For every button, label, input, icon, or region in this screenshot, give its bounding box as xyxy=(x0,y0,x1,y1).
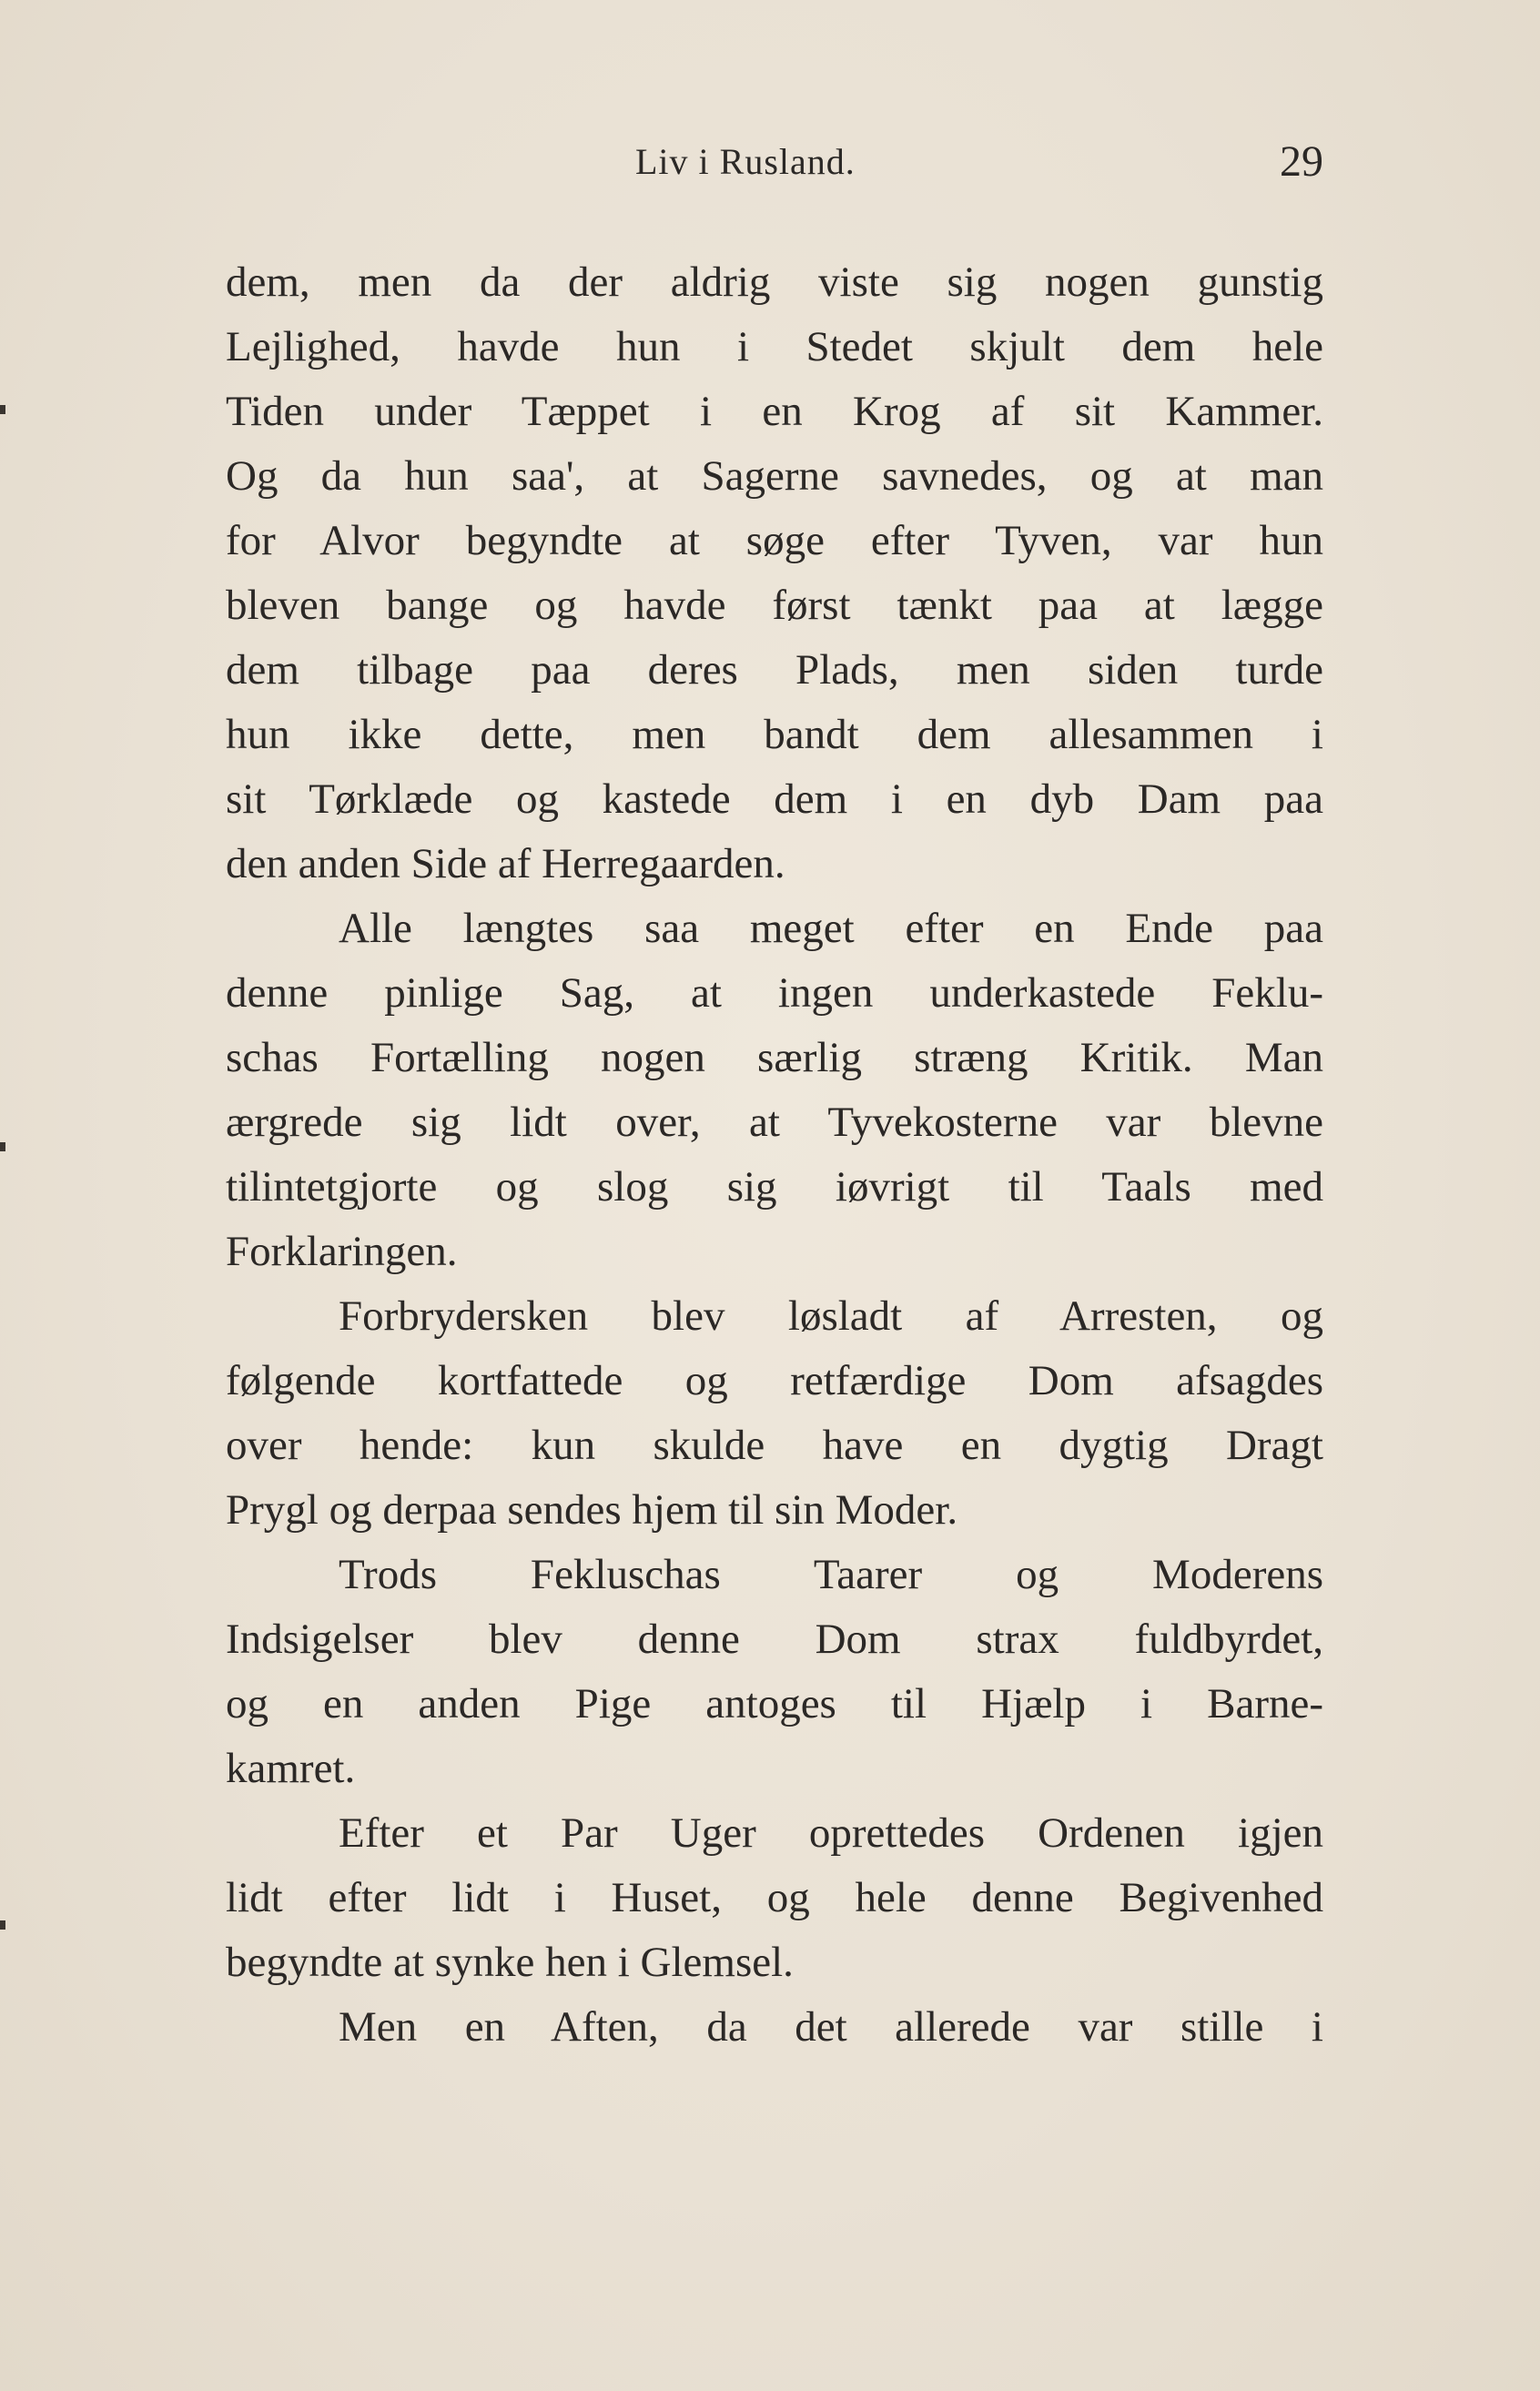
page-edge-mark xyxy=(0,1142,5,1151)
text-line: kamret. xyxy=(226,1745,356,1792)
text-line: begyndte at synke hen i Glemsel. xyxy=(226,1939,794,1986)
page-number: 29 xyxy=(1280,137,1323,186)
text-line: Tiden under Tæppet i en Krog af sit Kammer. xyxy=(226,388,1323,435)
text-line: Lejlighed, havde hun i Stedet skjult dem hele xyxy=(226,323,1323,370)
text-line: sit Tørklæde og kastede dem i en dyb Dam paa xyxy=(226,775,1323,823)
body-text xyxy=(226,250,1323,2060)
page-edge-mark xyxy=(0,1920,5,1930)
text-line: Prygl og derpaa sendes hjem til sin Moder. xyxy=(226,1486,958,1534)
text-line: og en anden Pige antoges til Hjælp i Barne- xyxy=(226,1680,1323,1727)
running-head xyxy=(226,135,1323,189)
text-line: denne pinlige Sag, at ingen underkastede Feklu- xyxy=(226,969,1323,1017)
text-line: over hende: kun skulde have en dygtig Dragt xyxy=(226,1422,1323,1469)
text-line: Trods Fekluschas Taarer og Moderens xyxy=(339,1551,1323,1598)
text-line: Alle længtes saa meget efter en Ende paa xyxy=(339,905,1323,952)
text-line: Og da hun saa', at Sagerne savnedes, og at man xyxy=(226,452,1323,500)
text-line: den anden Side af Herregaarden. xyxy=(226,840,785,887)
text-line: Efter et Par Uger oprettedes Ordenen igjen xyxy=(339,1809,1323,1857)
text-line: for Alvor begyndte at søge efter Tyven, var hun xyxy=(226,517,1323,564)
text-line: ærgrede sig lidt over, at Tyvekosterne var blevne xyxy=(226,1099,1323,1146)
text-line: Indsigelser blev denne Dom strax fuldbyrdet, xyxy=(226,1616,1323,1663)
page-edge-mark xyxy=(0,405,5,414)
text-line: følgende kortfattede og retfærdige Dom afsagdes xyxy=(226,1357,1323,1404)
text-line: Forbrydersken blev løsladt af Arresten, og xyxy=(339,1292,1323,1340)
text-line: dem, men da der aldrig viste sig nogen gunstig xyxy=(226,258,1323,306)
text-line: lidt efter lidt i Huset, og hele denne Begivenhed xyxy=(226,1874,1323,1921)
text-line: hun ikke dette, men bandt dem allesammen i xyxy=(226,711,1323,758)
text-line: Men en Aften, da det allerede var stille i xyxy=(339,2003,1323,2051)
text-line: Forklaringen. xyxy=(226,1228,458,1275)
text-line: tilintetgjorte og slog sig iøvrigt til Taals med xyxy=(226,1163,1323,1211)
text-line: dem tilbage paa deres Plads, men siden turde xyxy=(226,646,1323,694)
text-line: bleven bange og havde først tænkt paa at lægge xyxy=(226,582,1323,629)
running-title: Liv i Rusland. xyxy=(635,141,856,182)
text-line: schas Fortælling nogen særlig stræng Kritik. Man xyxy=(226,1034,1323,1081)
